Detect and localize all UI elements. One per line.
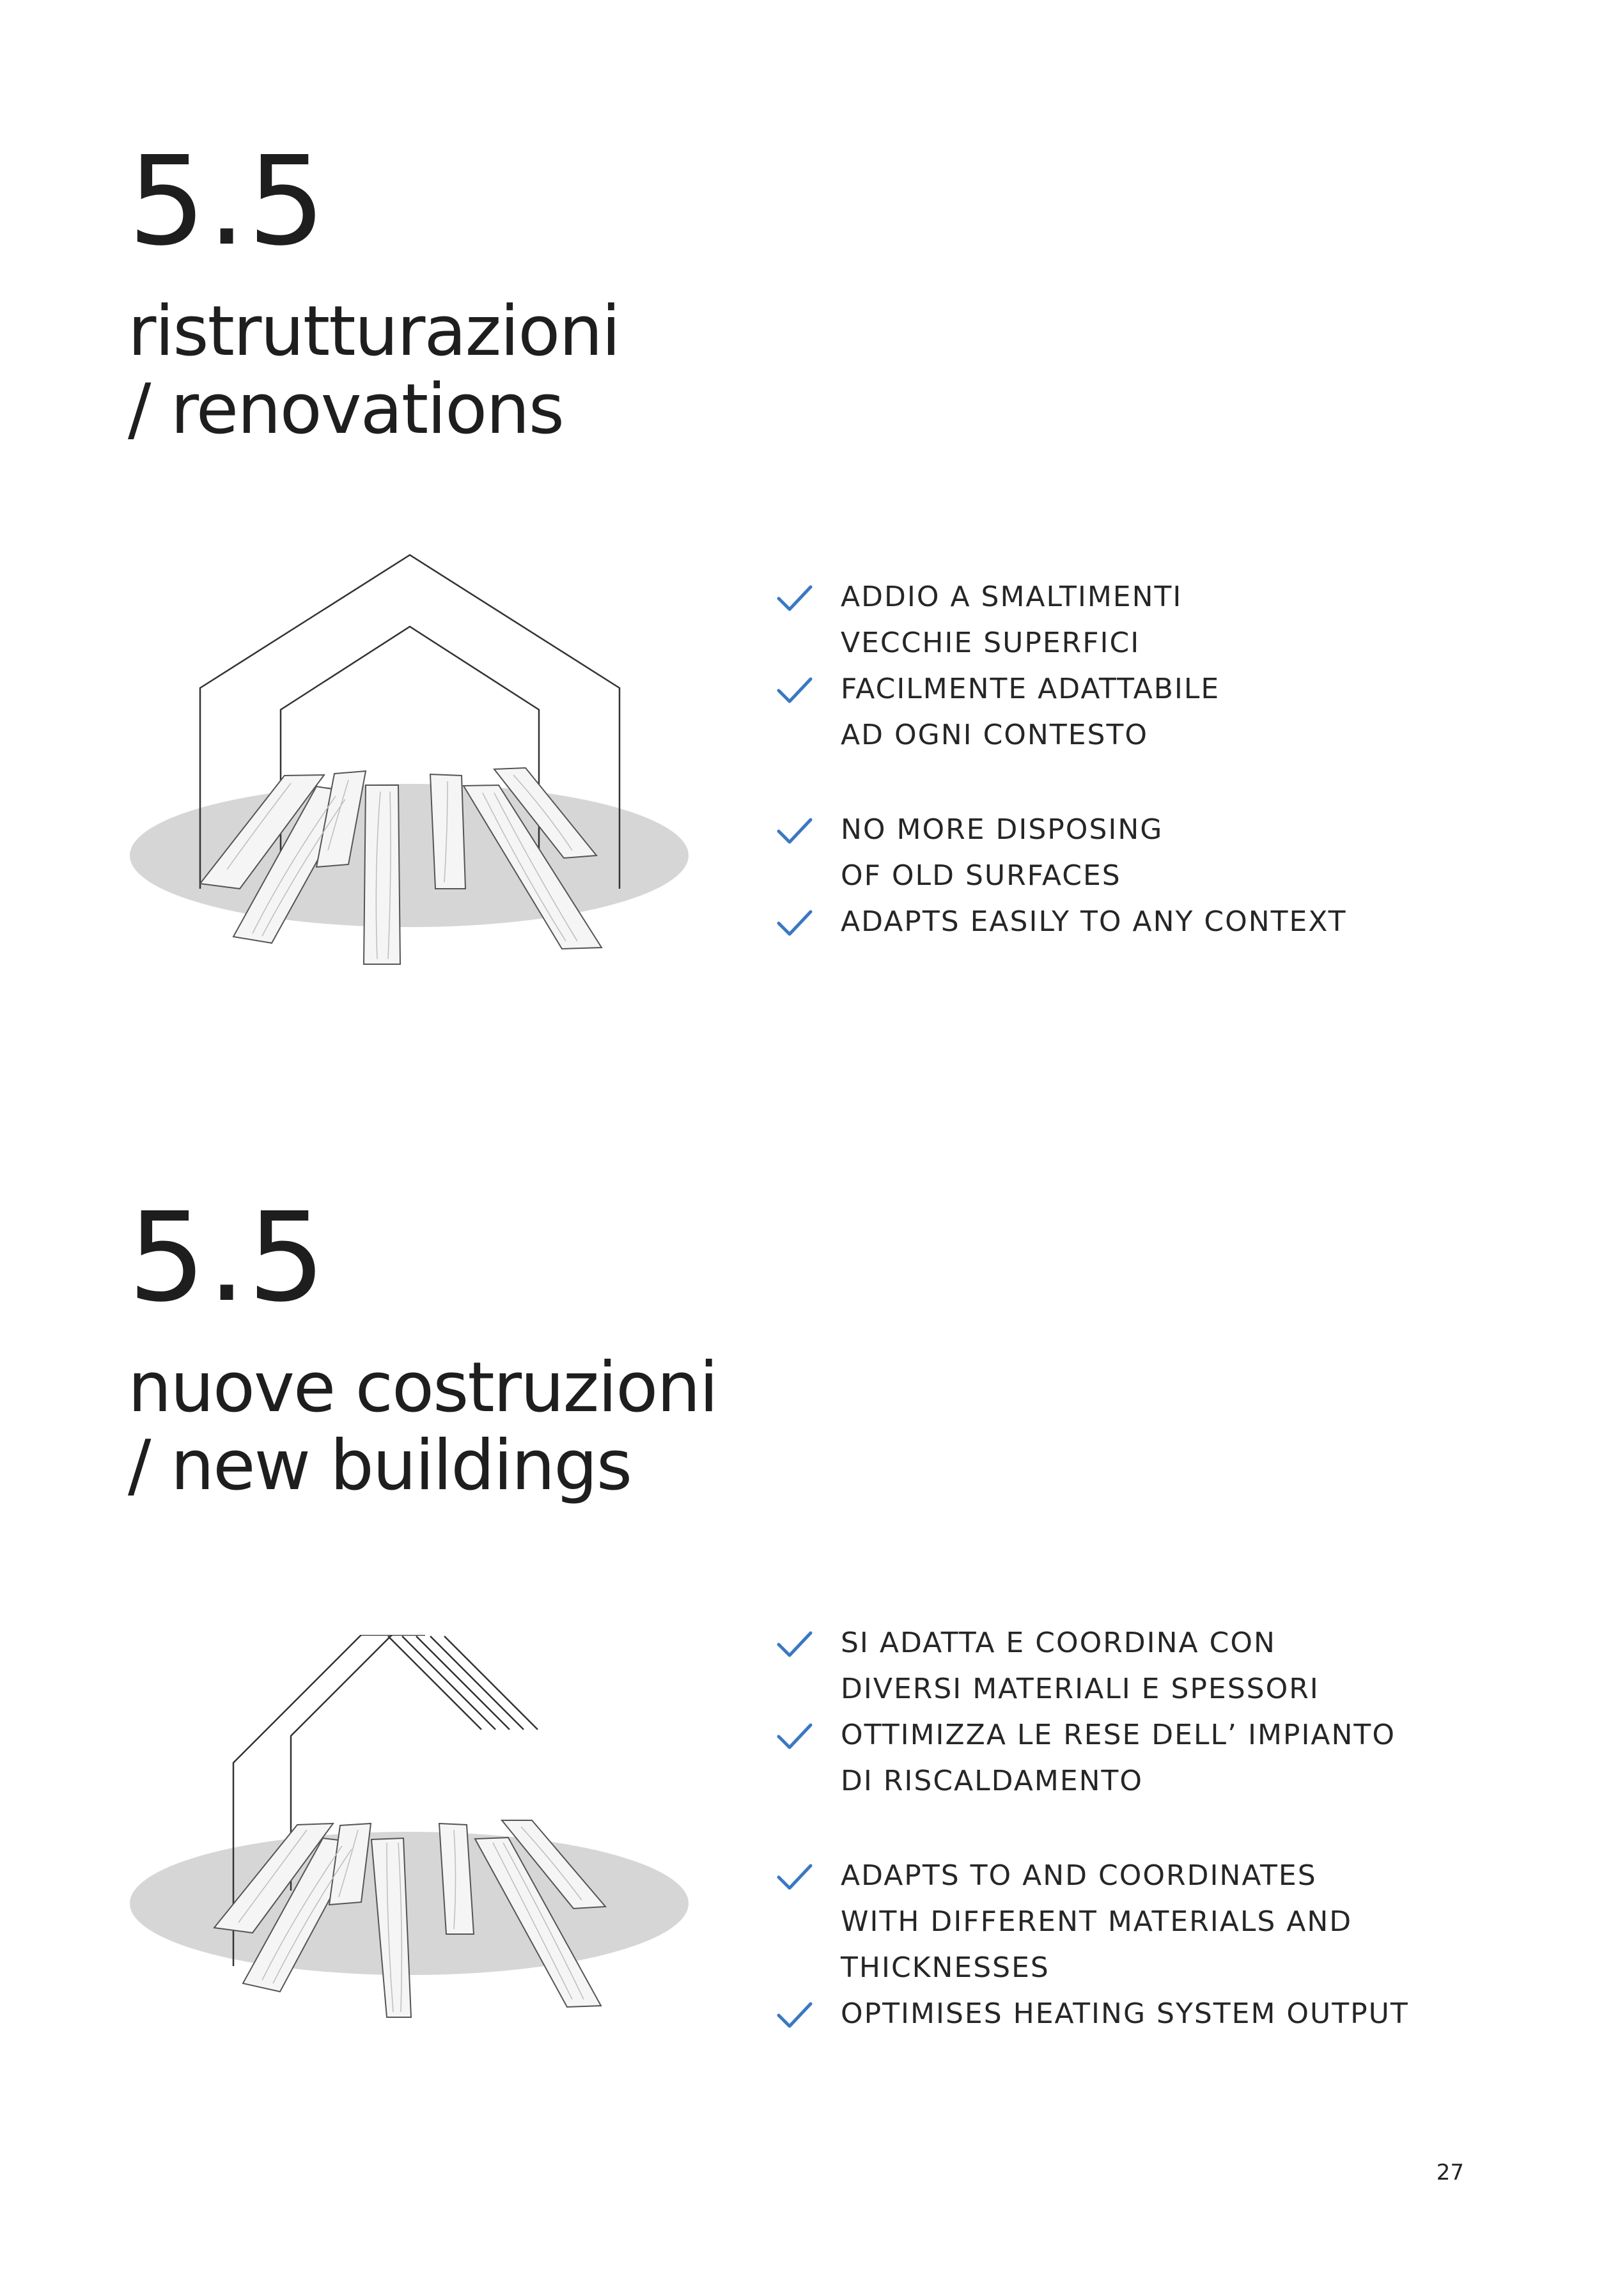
feature-text-line: WITH DIFFERENT MATERIALS AND bbox=[841, 1905, 1353, 1938]
section-title-english: / new buildings bbox=[128, 1426, 632, 1506]
checkmark-icon bbox=[777, 1722, 813, 1751]
section-title-italian: nuove costruzioni bbox=[128, 1348, 717, 1428]
feature-item bbox=[777, 666, 1544, 758]
page-number: 27 bbox=[1436, 2160, 1464, 2185]
feature-text-line: THICKNESSES bbox=[841, 1951, 1050, 1984]
section-number: 5.5 bbox=[128, 1187, 327, 1329]
feature-list bbox=[777, 574, 1544, 945]
checkmark-icon bbox=[777, 909, 813, 937]
feature-item bbox=[777, 574, 1544, 666]
checkmark-icon bbox=[777, 2001, 813, 2029]
section-renovations bbox=[0, 0, 1597, 1055]
feature-text-line: OPTIMISES HEATING SYSTEM OUTPUT bbox=[841, 1997, 1409, 2030]
section-title bbox=[128, 1349, 717, 1505]
section-new-buildings bbox=[0, 1056, 1597, 2111]
feature-text-line: DI RISCALDAMENTO bbox=[841, 1765, 1144, 1797]
feature-text-line: VECCHIE SUPERFICI bbox=[841, 627, 1141, 659]
feature-text-line: OF OLD SURFACES bbox=[841, 859, 1121, 892]
feature-text-line: ADDIO A SMALTIMENTI bbox=[841, 581, 1183, 613]
feature-item bbox=[777, 899, 1544, 945]
checkmark-icon bbox=[777, 817, 813, 845]
feature-text-line: FACILMENTE ADATTABILE bbox=[841, 673, 1220, 705]
feature-item bbox=[777, 1853, 1544, 1991]
feature-text-line: OTTIMIZZA LE RESE DELL’ IMPIANTO bbox=[841, 1719, 1396, 1751]
house-construction-with-planks-icon bbox=[125, 1635, 700, 2057]
feature-text-line: ADAPTS EASILY TO ANY CONTEXT bbox=[841, 905, 1347, 938]
feature-text-line: NO MORE DISPOSING bbox=[841, 813, 1164, 846]
feature-item bbox=[777, 1620, 1544, 1712]
feature-text-line: DIVERSI MATERIALI E SPESSORI bbox=[841, 1673, 1320, 1705]
house-renovation-with-planks-icon bbox=[125, 550, 700, 972]
checkmark-icon bbox=[777, 676, 813, 705]
feature-list bbox=[777, 1620, 1544, 2037]
feature-text-line: AD OGNI CONTESTO bbox=[841, 719, 1148, 751]
feature-text-line: SI ADATTA E COORDINA CON bbox=[841, 1627, 1276, 1659]
feature-text-line: ADAPTS TO AND COORDINATES bbox=[841, 1859, 1317, 1892]
feature-item bbox=[777, 1712, 1544, 1804]
feature-item bbox=[777, 1991, 1544, 2037]
checkmark-icon bbox=[777, 1863, 813, 1891]
feature-item bbox=[777, 807, 1544, 899]
checkmark-icon bbox=[777, 584, 813, 613]
checkmark-icon bbox=[777, 1630, 813, 1659]
section-title-italian: ristrutturazioni bbox=[128, 292, 619, 371]
section-title bbox=[128, 293, 619, 449]
section-number: 5.5 bbox=[128, 130, 327, 273]
section-title-english: / renovations bbox=[128, 370, 563, 449]
